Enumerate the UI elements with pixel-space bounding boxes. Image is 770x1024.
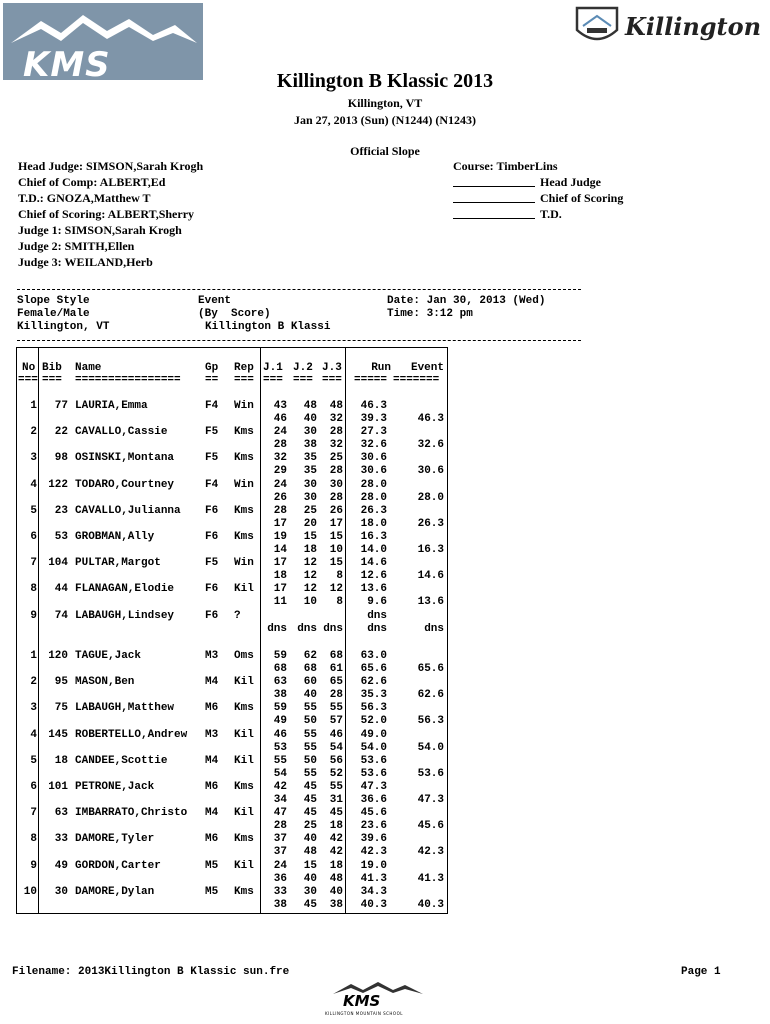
event-date: Jan 27, 2013 (Sun) (N1244) (N1243) [293, 113, 476, 127]
table-row: 3 75 LABAUGH,Matthew M6 Kms 59 55 55 56.3 [30, 702, 387, 715]
print-time: Time: 3:12 pm [387, 308, 473, 320]
table-row-run-2: 38 40 28 35.3 62.6 [273, 689, 444, 702]
table-row-run-2: 28 25 18 23.6 45.6 [273, 820, 444, 833]
course-name: Course: TimberLins [453, 159, 558, 173]
table-row: 6 53 GROBMAN,Ally F6 Kms 19 15 15 16.3 [30, 531, 387, 543]
table-row-run-2: 28 38 32 32.6 32.6 [273, 439, 444, 452]
event-sort: (By Score) [198, 308, 271, 320]
official-chief-comp: Chief of Comp: ALBERT,Ed [18, 175, 166, 189]
kms-logo-text: KMS [23, 45, 111, 85]
table-row-run-2: 18 12 8 12.6 14.6 [273, 570, 444, 583]
table-row-run-2: dns dns dns dns dns [267, 622, 444, 635]
event-venue: Killington, VT [17, 321, 110, 333]
table-row-run-2: 34 45 31 36.6 47.3 [273, 794, 444, 806]
killington-logo-text: Killington [625, 12, 762, 41]
official-judge-3: Judge 3: WEILAND,Herb [18, 255, 153, 269]
table-row-run-2: 54 55 52 53.6 53.6 [273, 767, 444, 780]
table-row-run-2: 29 35 28 30.6 30.6 [273, 465, 444, 478]
table-row-run-2: 26 30 28 28.0 28.0 [273, 491, 444, 504]
event-discipline: Slope Style [17, 295, 90, 307]
table-header-underline: === === ================ == === === === === ===== ======= [18, 374, 440, 386]
table-row-run-2: 38 45 38 40.3 40.3 [273, 898, 444, 911]
kms-footer-subtext: KILLINGTON MOUNTAIN SCHOOL [325, 1011, 403, 1016]
divider [17, 340, 581, 341]
event-name: Killington B Klassi [205, 321, 331, 333]
kms-logo [3, 3, 203, 85]
table-row: 8 33 DAMORE,Tyler M6 Kms 37 40 42 39.6 [30, 833, 387, 846]
table-row: 8 44 FLANAGAN,Elodie F6 Kil 17 12 12 13.6 [30, 583, 387, 596]
official-chief-scoring: Chief of Scoring: ALBERT,Sherry [18, 207, 195, 221]
signature-head-judge: Head Judge [453, 175, 601, 190]
official-head-judge: Head Judge: SIMSON,Sarah Krogh [18, 159, 204, 173]
event-location: Killington, VT [347, 96, 423, 110]
print-date: Date: Jan 30, 2013 (Wed) [387, 295, 546, 307]
page-title: Killington B Klassic 2013 [276, 70, 494, 92]
table-row: 2 95 MASON,Ben M4 Kil 63 60 65 62.6 [30, 676, 387, 689]
official-td: T.D.: GNOZA,Matthew T [18, 191, 151, 205]
table-row-run-2: 37 48 42 42.3 42.3 [273, 846, 444, 859]
table-row-run-2: 68 68 61 65.6 65.6 [273, 663, 444, 675]
table-row: 5 23 CAVALLO,Julianna F6 Kms 28 25 26 26.3 [30, 504, 387, 517]
footer-filename: Filename: 2013Killington B Klassic sun.fre [12, 966, 290, 978]
table-row: 2 22 CAVALLO,Cassie F5 Kms 24 30 28 27.3 [30, 426, 387, 439]
table-row-run-2: 53 55 54 54.0 54.0 [273, 741, 444, 754]
table-row: 7 63 IMBARRATO,Christo M4 Kil 47 45 45 45.6 [30, 807, 387, 820]
table-row: 9 49 GORDON,Carter M5 Kil 24 15 18 19.0 [30, 859, 387, 872]
table-row: 7 104 PULTAR,Margot F5 Win 17 12 15 14.6 [30, 557, 387, 570]
event-label: Event [198, 295, 232, 307]
signature-chief-scoring: Chief of Scoring [453, 191, 623, 206]
killington-logo [573, 4, 767, 46]
table-row-run-2: 11 10 8 9.6 13.6 [273, 596, 444, 609]
page-number: Page 1 [681, 966, 721, 978]
table-row: 4 122 TODARO,Courtney F4 Win 24 30 30 28.0 [30, 478, 387, 491]
table-row: 10 30 DAMORE,Dylan M5 Kms 33 30 40 34.3 [23, 885, 387, 898]
kms-footer-text: KMS [343, 992, 381, 1010]
official-judge-1: Judge 1: SIMSON,Sarah Krogh [18, 223, 182, 237]
results-table [16, 347, 448, 914]
kms-footer-logo [323, 980, 433, 1018]
event-gender: Female/Male [17, 308, 90, 320]
table-row: 1 77 LAURIA,Emma F4 Win 43 48 48 46.3 [30, 400, 387, 412]
table-row-run-2: 36 40 48 41.3 41.3 [273, 872, 444, 885]
table-row: 3 98 OSINSKI,Montana F5 Kms 32 35 25 30.6 [30, 452, 387, 465]
table-row-run-2: 46 40 32 39.3 46.3 [273, 413, 444, 425]
results-subtitle: Official Slope [350, 144, 420, 158]
table-row: 6 101 PETRONE,Jack M6 Kms 42 45 55 47.3 [30, 781, 387, 793]
table-row-run-2: 17 20 17 18.0 26.3 [273, 517, 444, 530]
table-row: 5 18 CANDEE,Scottie M4 Kil 55 50 56 53.6 [30, 754, 387, 767]
table-row: 4 145 ROBERTELLO,Andrew M3 Kil 46 55 46 49.0 [30, 728, 387, 741]
official-judge-2: Judge 2: SMITH,Ellen [18, 239, 135, 253]
killington-shield-icon [573, 4, 621, 46]
table-row: 9 74 LABAUGH,Lindsey F6 ? dns [30, 609, 387, 622]
divider [17, 289, 581, 290]
table-header: No Bib Name Gp Rep J.1 J.2 J.3 Run Event [22, 362, 444, 374]
table-row-run-2: 14 18 10 14.0 16.3 [273, 544, 444, 556]
table-row: 1 120 TAGUE,Jack M3 Oms 59 62 68 63.0 [30, 650, 387, 662]
signature-td: T.D. [453, 207, 562, 222]
table-row-run-2: 49 50 57 52.0 56.3 [273, 715, 444, 728]
